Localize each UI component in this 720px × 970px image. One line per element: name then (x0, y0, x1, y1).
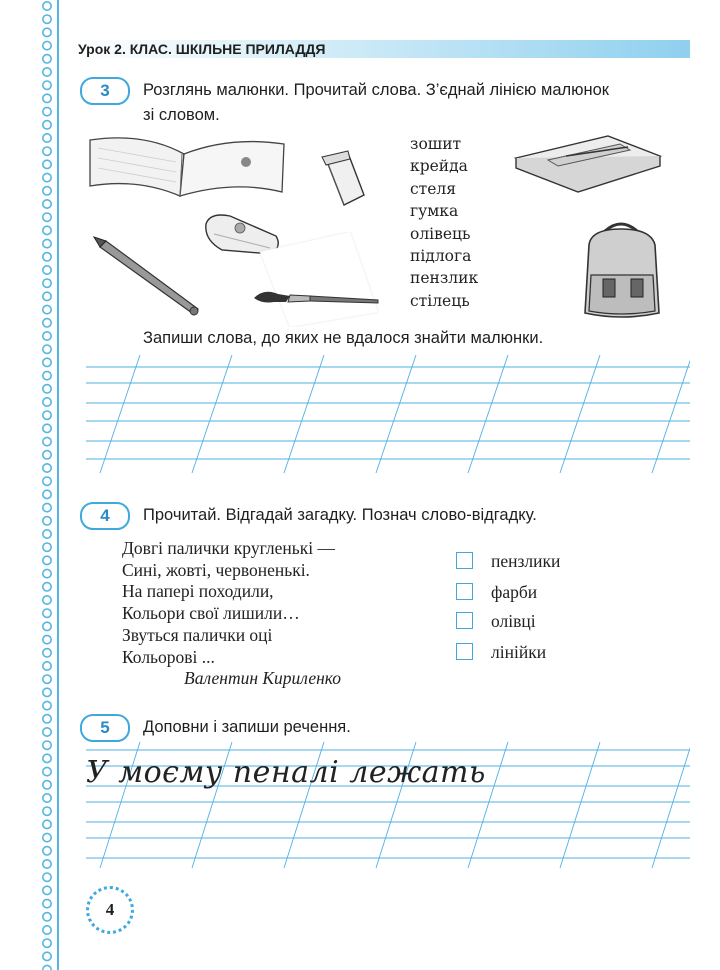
pencil-case-picture[interactable] (508, 130, 666, 194)
answer-checkbox[interactable] (456, 612, 473, 629)
pencil-picture[interactable] (92, 233, 202, 323)
task-3-instruction-line1: Розглянь малюнки. Прочитай слова. З’єднай лінією малюнок (143, 81, 610, 99)
margin-dots (40, 0, 54, 970)
word-item[interactable]: стеля (410, 179, 457, 198)
answer-label: фарби (491, 582, 538, 602)
margin-line (57, 0, 59, 970)
word-item[interactable]: олівець (410, 224, 471, 243)
notebook-picture[interactable] (84, 128, 288, 203)
lesson-title: Урок 2. КЛАС. ШКІЛЬНЕ ПРИЛАДДЯ (78, 41, 326, 57)
word-list (410, 133, 478, 312)
riddle-author: Валентин Кириленко (184, 668, 342, 689)
task-3-write-instruction: Запиши слова, до яких не вдалося знайти малюнки. (143, 329, 544, 347)
answer-option[interactable] (456, 611, 536, 632)
backpack-picture[interactable] (575, 215, 667, 325)
answer-label: пензлики (491, 551, 561, 571)
page-number: 4 (86, 886, 134, 934)
paintbrush-picture[interactable] (250, 232, 380, 327)
word-item[interactable]: стілець (410, 291, 470, 310)
answer-label: олівці (491, 611, 536, 631)
word-item[interactable]: гумка (410, 202, 459, 221)
riddle-line: Кольорові ... (122, 646, 215, 667)
task-5-number: 5 (80, 714, 130, 742)
answer-checkbox[interactable] (456, 583, 473, 600)
task-4-instruction: Прочитай. Відгадай загадку. Познач слово-відгадку. (143, 506, 537, 524)
word-item[interactable]: зошит (410, 135, 462, 153)
task-4-number: 4 (80, 502, 130, 530)
word-item[interactable]: крейда (410, 157, 468, 176)
answer-option[interactable] (456, 642, 546, 663)
task-3-number: 3 (80, 77, 130, 105)
riddle-line: На папері походили, (122, 581, 274, 602)
riddle-line: Звуться палички оці (122, 624, 273, 645)
riddle-text (122, 538, 341, 690)
task-5-instruction: Доповни і запиши речення. (143, 718, 351, 736)
riddle-line: Сині, жовті, червоненькі. (122, 559, 310, 580)
task-3-instruction (143, 79, 609, 126)
word-item[interactable]: пензлик (410, 269, 479, 288)
chalk-picture[interactable] (308, 149, 374, 215)
answer-option[interactable] (456, 551, 560, 572)
answer-label: лінійки (491, 642, 547, 662)
answer-checkbox[interactable] (456, 552, 473, 569)
task-3-instruction-line2: зі словом. (143, 106, 220, 124)
writing-lines-task-3[interactable] (86, 355, 690, 475)
answer-option[interactable] (456, 582, 537, 603)
riddle-line: Довгі палички кругленькі — (122, 538, 335, 558)
word-item[interactable]: підлога (410, 247, 472, 266)
sample-sentence: У моєму пеналі лежать (86, 755, 486, 790)
riddle-line: Кольори свої лишили… (122, 603, 300, 624)
answer-checkbox[interactable] (456, 643, 473, 660)
